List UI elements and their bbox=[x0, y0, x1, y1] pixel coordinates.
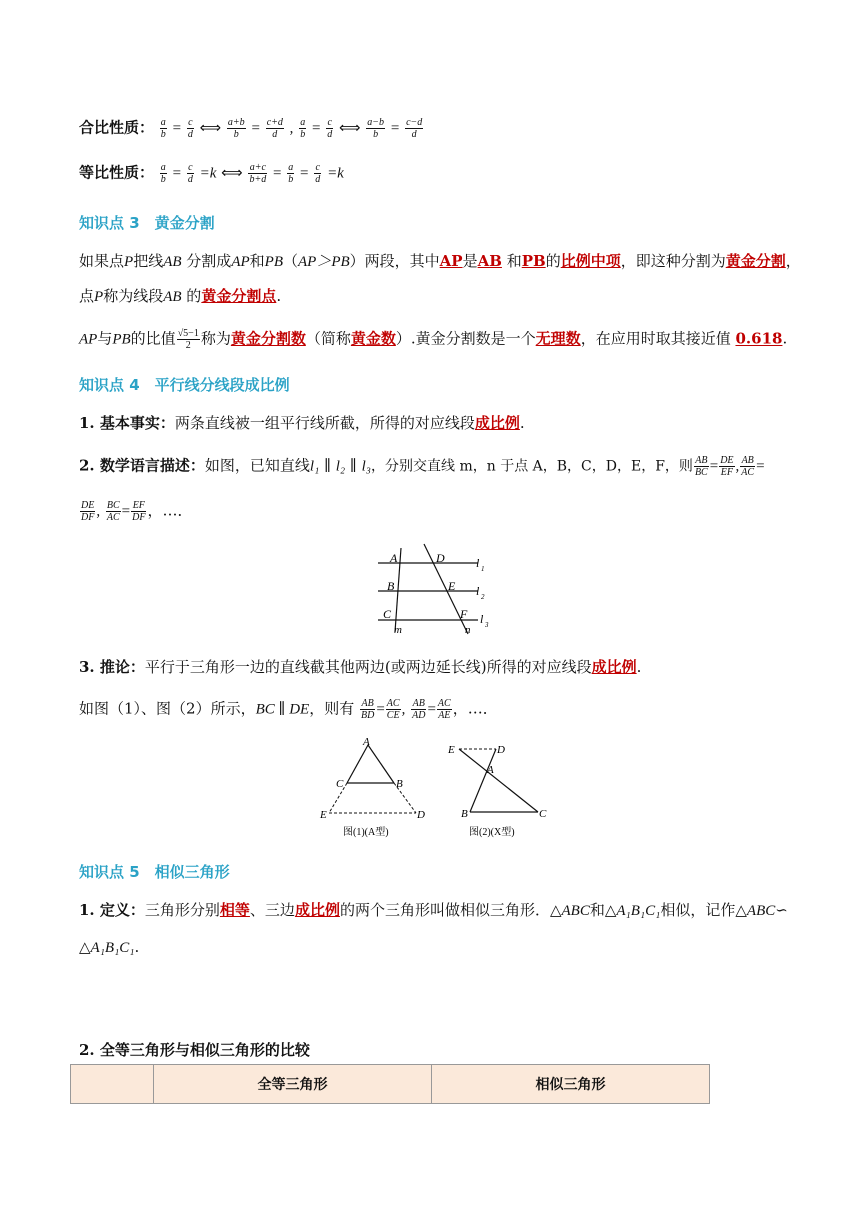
line-EC bbox=[459, 749, 538, 812]
math: AB bbox=[163, 289, 182, 305]
comparison-table bbox=[70, 1064, 710, 1104]
num: c bbox=[327, 117, 332, 128]
label-l3-sub: 3 bbox=[485, 621, 489, 629]
den: AC bbox=[741, 467, 755, 478]
num: a bbox=[288, 162, 294, 173]
triangle-figure-a-type bbox=[315, 735, 435, 840]
text: 两条直线被一组平行线所截，所得的对应线段 bbox=[174, 414, 475, 432]
text: 如图，已知直线 bbox=[204, 456, 310, 475]
den: b bbox=[160, 174, 166, 185]
den: b+d bbox=[249, 174, 267, 185]
table-header-cell: 全等三角形 bbox=[154, 1065, 432, 1104]
math: BC ∥ DE bbox=[255, 701, 310, 718]
label-n: n bbox=[465, 624, 471, 636]
fraction bbox=[740, 455, 755, 478]
num: AB bbox=[412, 698, 425, 709]
label-B: B bbox=[461, 808, 468, 820]
math: P bbox=[94, 289, 104, 305]
comparison-title: 2. 全等三角形与相似三角形的比较 bbox=[79, 1041, 310, 1059]
text: 和 bbox=[589, 901, 605, 919]
text: （ bbox=[282, 252, 298, 270]
math: AP＞PB bbox=[298, 254, 350, 270]
label-E: E bbox=[448, 579, 456, 593]
text: ∥ bbox=[345, 456, 362, 475]
text: 如图（1）、图（2）所示， bbox=[79, 699, 256, 718]
text: 的 bbox=[181, 287, 202, 305]
fraction bbox=[287, 162, 294, 185]
label-D: D bbox=[497, 744, 505, 756]
math: PB bbox=[264, 254, 283, 270]
text: ）.黄金分割数是一个 bbox=[395, 329, 536, 348]
text: ，…． bbox=[147, 501, 193, 520]
num: DE bbox=[720, 455, 734, 466]
section-heading-parallel-lines: 知识点 4 平行线分线段成比例 bbox=[79, 376, 290, 394]
parallel-lines-figure bbox=[370, 540, 500, 640]
highlight-term: AB bbox=[477, 252, 502, 270]
num: a+c bbox=[249, 162, 266, 173]
num: AC bbox=[437, 698, 451, 709]
label-F: F bbox=[460, 607, 468, 621]
section-heading-similar-triangles: 知识点 5 相似三角形 bbox=[79, 863, 230, 881]
figure-caption: 图(1)(A型) bbox=[343, 827, 389, 838]
num: a bbox=[300, 117, 306, 128]
text: ，则有 bbox=[309, 699, 355, 718]
label-B: B bbox=[387, 579, 395, 593]
corollary-figures-line: 如图（1）、图（2）所示，BC ∥ DE，则有 $\frac{AB}{BD}$ = $\frac{AC}{CE}$ , $\frac{AB}{AD}$ = $\frac{AC}{AE}$ ，…． bbox=[79, 698, 498, 721]
highlight-term: 成比例 bbox=[591, 658, 637, 676]
den: DF bbox=[81, 512, 95, 523]
text: ，分别交直线 m，n 于点 A，B，C，D，E，F，则 bbox=[371, 458, 693, 475]
label: 2. 数学语言描述： bbox=[79, 456, 205, 475]
highlight-term: 黄金分割点 bbox=[201, 287, 277, 305]
definition-line2 bbox=[79, 937, 139, 958]
equal-ratio-property-line: 等比性质： $\frac{a}{b}$ = $\frac{c}{d}$ =k ⟺ $\frac{a+c}{b+d}$ = $\frac{a}{b}$ = $\frac{c}{d}$ =k bbox=[79, 162, 344, 185]
fraction bbox=[131, 500, 146, 523]
label-m: m bbox=[394, 624, 402, 636]
highlight-term: 黄金分割数 bbox=[230, 329, 306, 348]
fraction bbox=[360, 698, 375, 721]
fraction bbox=[227, 117, 246, 140]
math-description-line2: $\frac{DE}{DF}$ , $\frac{BC}{AC}$ = $\frac{EF}{DF}$ ，…． bbox=[81, 500, 193, 523]
math: PB bbox=[112, 331, 131, 348]
fraction bbox=[160, 162, 167, 185]
num: DE bbox=[81, 500, 95, 511]
den: EF bbox=[720, 467, 733, 478]
label-D: D bbox=[436, 551, 445, 565]
text: . bbox=[782, 329, 788, 348]
text: 是 bbox=[462, 252, 478, 270]
highlight-term: PB bbox=[521, 252, 546, 270]
golden-paragraph-line3 bbox=[79, 328, 787, 351]
fraction bbox=[386, 698, 401, 721]
label-A: A bbox=[390, 551, 398, 565]
text: 、三边 bbox=[249, 901, 295, 919]
den: AC bbox=[106, 512, 120, 523]
text: ，即这种分割为 bbox=[620, 252, 726, 270]
text: ， bbox=[785, 252, 801, 270]
label-C: C bbox=[539, 808, 547, 820]
num: √5−1 bbox=[177, 328, 199, 339]
text: 和 bbox=[249, 252, 265, 270]
num: AB bbox=[361, 698, 374, 709]
num: AB bbox=[741, 455, 754, 466]
den: DF bbox=[132, 512, 146, 523]
text: 三角形分别 bbox=[144, 901, 220, 919]
fraction bbox=[187, 162, 194, 185]
den: d bbox=[315, 174, 321, 185]
fraction bbox=[160, 117, 167, 140]
fraction bbox=[411, 698, 426, 721]
text: 称为线段 bbox=[103, 287, 164, 305]
highlight-term: 黄金分割 bbox=[725, 252, 786, 270]
num: c+d bbox=[266, 117, 283, 128]
label-l1-sub: 1 bbox=[481, 565, 485, 573]
text: 的 bbox=[545, 252, 561, 270]
num: c−d bbox=[406, 117, 423, 128]
text: . bbox=[134, 938, 140, 956]
text: 如果点 bbox=[79, 252, 125, 270]
math: △A₁B₁C₁ bbox=[79, 940, 135, 956]
fraction bbox=[177, 328, 200, 351]
den: b bbox=[300, 129, 306, 140]
triangle-figure-x-type bbox=[445, 735, 560, 840]
table-header-cell bbox=[71, 1065, 154, 1104]
highlight-term: 成比例 bbox=[474, 414, 520, 432]
math: AB bbox=[163, 254, 182, 270]
combine-label: 合比性质： bbox=[79, 118, 155, 137]
label-B: B bbox=[396, 778, 403, 790]
num: c bbox=[188, 117, 193, 128]
fraction bbox=[326, 117, 333, 140]
definition-line1 bbox=[79, 900, 788, 921]
den: d bbox=[272, 129, 278, 140]
text: （简称 bbox=[305, 329, 351, 348]
num: AC bbox=[386, 698, 400, 709]
k-value: =k bbox=[327, 165, 344, 182]
k-value: =k bbox=[199, 165, 217, 182]
den: d bbox=[411, 129, 417, 140]
den: BD bbox=[360, 710, 375, 721]
fraction bbox=[266, 117, 284, 140]
combine-property-line: 合比性质： $\frac{a}{b}$ = $\frac{c}{d}$ ⟺ $\frac{a+b}{b}$ = $\frac{c+d}{d}$ , $\frac{a}{b}$ = $\frac{c}{d}$ ⟺ $\frac{a-b}{b}$ = $\frac{c-d}{d}$ bbox=[79, 117, 423, 140]
den: BC bbox=[694, 467, 708, 478]
den: b bbox=[288, 174, 294, 185]
fraction bbox=[80, 500, 95, 523]
fraction bbox=[694, 455, 709, 478]
text: 相似，记作 bbox=[660, 901, 736, 919]
fraction bbox=[314, 162, 321, 185]
math: △ABC bbox=[549, 903, 590, 919]
fraction bbox=[719, 455, 734, 478]
num: BC bbox=[106, 500, 120, 511]
text: 点 bbox=[79, 287, 95, 305]
corollary-line bbox=[79, 657, 641, 677]
fraction bbox=[106, 500, 121, 523]
basic-fact-line bbox=[79, 413, 525, 433]
den: 2 bbox=[185, 340, 191, 351]
section-heading-golden-section: 知识点 3 黄金分割 bbox=[79, 214, 215, 232]
side-AC bbox=[347, 745, 368, 783]
math: l₁ bbox=[309, 458, 320, 475]
fraction bbox=[248, 162, 267, 185]
num: a bbox=[160, 117, 166, 128]
highlight-term: 成比例 bbox=[294, 901, 340, 919]
highlight-term: 相等 bbox=[219, 901, 250, 919]
text: 把线 bbox=[133, 252, 164, 270]
num: AB bbox=[695, 455, 708, 466]
num: EF bbox=[132, 500, 145, 511]
label-A: A bbox=[363, 736, 370, 748]
text: ）两段，其中 bbox=[349, 252, 440, 270]
text: . bbox=[276, 287, 282, 305]
label-C: C bbox=[336, 778, 344, 790]
text: 平行于三角形一边的直线截其他两边(或两边延长线)所得的对应线段 bbox=[144, 658, 592, 676]
label-D: D bbox=[417, 809, 425, 821]
text: 的比值 bbox=[130, 329, 176, 348]
fraction bbox=[299, 117, 306, 140]
highlight-term: 0.618 bbox=[735, 329, 783, 348]
num: c bbox=[188, 162, 193, 173]
text: ，在应用时取其接近值 bbox=[580, 329, 736, 348]
label-E: E bbox=[448, 744, 455, 756]
num: a−b bbox=[367, 117, 385, 128]
figure-caption: 图(2)(X型) bbox=[469, 827, 515, 838]
label-E: E bbox=[320, 809, 327, 821]
label-A: A bbox=[487, 764, 494, 776]
fraction bbox=[405, 117, 423, 140]
highlight-term: 比例中项 bbox=[560, 252, 621, 270]
golden-paragraph-line2 bbox=[79, 286, 281, 307]
den: CE bbox=[386, 710, 400, 721]
label-C: C bbox=[383, 607, 392, 621]
den: b bbox=[233, 129, 239, 140]
text: . bbox=[636, 658, 642, 676]
math: AP bbox=[231, 254, 250, 270]
math: AP bbox=[79, 331, 98, 348]
den: AD bbox=[412, 710, 426, 721]
math-description-line: 2. 数学语言描述：如图，已知直线l₁ ∥ l₂ ∥ l₃，分别交直线 m，n 于点 A，B，C，D，E，F，则 $\frac{AB}{BC}$ = $\frac{DE}{EF}$ , $\frac{AB}{AC}$ = bbox=[79, 455, 765, 478]
text: 与 bbox=[97, 329, 113, 348]
math: l₃ bbox=[361, 458, 372, 475]
fraction bbox=[366, 117, 385, 140]
den: b bbox=[373, 129, 379, 140]
line-DB bbox=[470, 749, 496, 812]
num: c bbox=[315, 162, 320, 173]
math: l₂ bbox=[335, 458, 346, 475]
den: d bbox=[187, 174, 193, 185]
fraction bbox=[187, 117, 194, 140]
math: △A₁B₁C₁ bbox=[604, 903, 661, 919]
highlight-term: 无理数 bbox=[535, 329, 581, 348]
den: d bbox=[327, 129, 333, 140]
label-l3: l bbox=[480, 612, 484, 626]
num: a+b bbox=[227, 117, 245, 128]
math: △ABC∽ bbox=[735, 903, 788, 919]
highlight-term: AP bbox=[439, 252, 463, 270]
label: 1. 定义： bbox=[79, 901, 145, 919]
label-l2-sub: 2 bbox=[481, 593, 485, 601]
table-header-cell: 相似三角形 bbox=[432, 1065, 710, 1104]
highlight-term: 黄金数 bbox=[350, 329, 396, 348]
label: 3. 推论： bbox=[79, 658, 145, 676]
side-AB bbox=[368, 745, 394, 783]
den: b bbox=[160, 129, 166, 140]
text: 分割成 bbox=[181, 252, 232, 270]
text: 的两个三角形叫做相似三角形． bbox=[339, 901, 550, 919]
table-header-row bbox=[71, 1065, 710, 1104]
fraction bbox=[437, 698, 452, 721]
text: 称为 bbox=[200, 329, 231, 348]
golden-paragraph-line1 bbox=[79, 251, 801, 272]
label: 1. 基本事实： bbox=[79, 414, 175, 432]
num: a bbox=[160, 162, 166, 173]
den: d bbox=[187, 129, 193, 140]
math: P bbox=[124, 254, 134, 270]
text: ∥ bbox=[319, 456, 336, 475]
text: ，…． bbox=[452, 699, 498, 718]
text: 和 bbox=[501, 252, 522, 270]
equal-ratio-label: 等比性质： bbox=[79, 163, 155, 182]
label-l1: l bbox=[476, 556, 480, 570]
den: AE bbox=[438, 710, 451, 721]
text: . bbox=[519, 414, 525, 432]
label-l2: l bbox=[476, 584, 480, 598]
